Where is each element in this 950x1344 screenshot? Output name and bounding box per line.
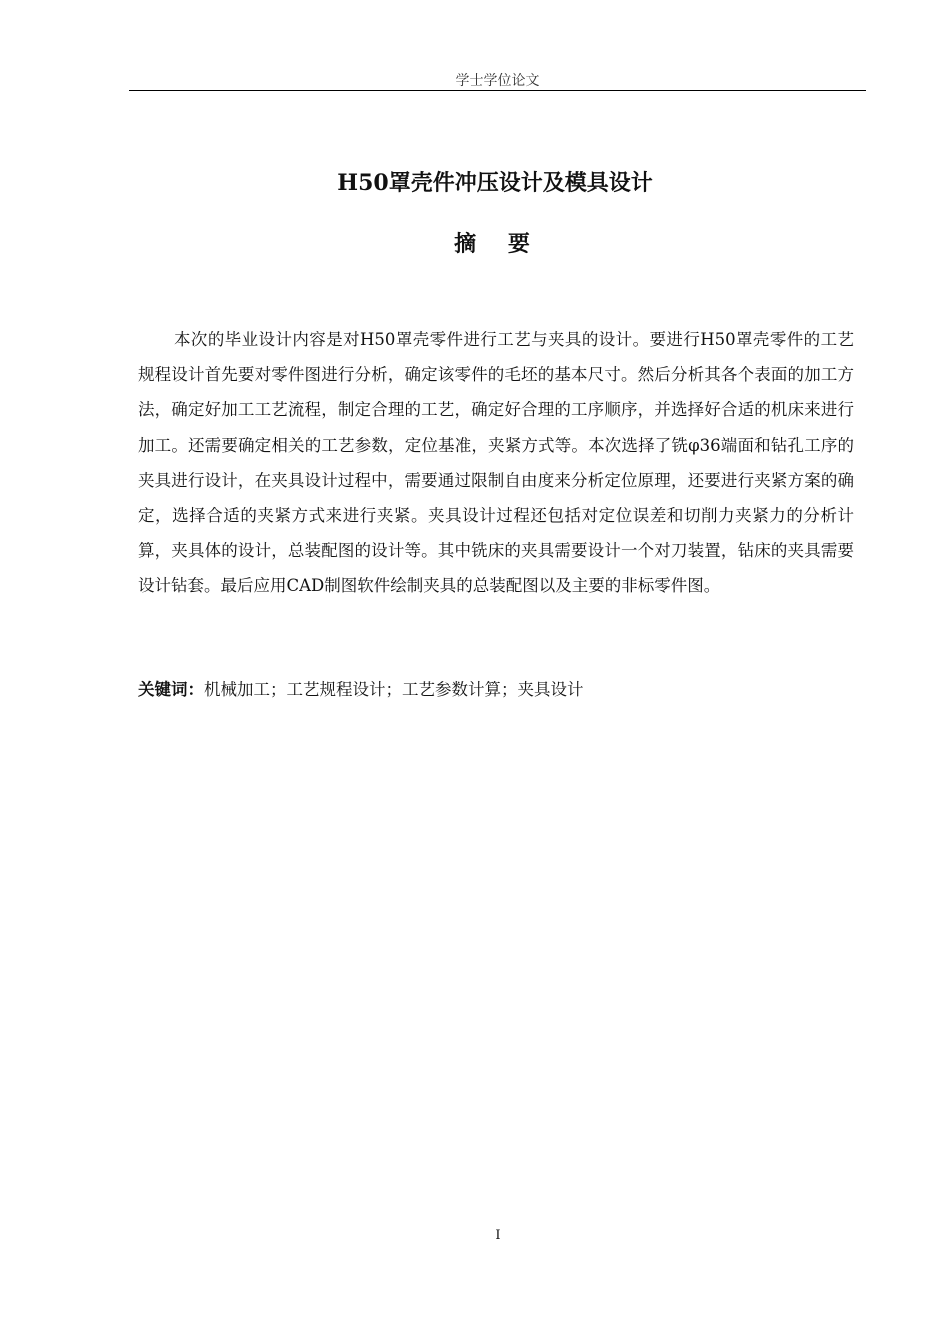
document-title: H50罩壳件冲压设计及模具设计	[337, 170, 653, 196]
running-header: 学士学位论文	[455, 73, 540, 89]
keywords-line	[138, 676, 854, 704]
page-number: I	[495, 1228, 501, 1243]
abstract-heading: 摘 要	[454, 231, 542, 257]
header-rule	[129, 90, 866, 91]
keywords-label: 关键词：	[138, 680, 204, 699]
keywords-value: 机械加工；工艺规程设计；工艺参数计算；夹具设计	[204, 680, 584, 699]
abstract-body: 本次的毕业设计内容是对H50罩壳零件进行工艺与夹具的设计。要进行H50罩壳零件的工艺规程设计首先要对零件图进行分析，确定该零件的毛坯的基本尺寸。然后分析其各个表面的加工方法，确定好加工工艺流程，制定合理的工艺，确定好合理的工序顺序，并选择好合适的机床来进行加工。还需要确定相关的工艺参数，定位基准，夹紧方式等。本次选择了铣φ36端面和钻孔工序的夹具进行设计，在夹具设计过程中，需要通过限制自由度来分析定位原理，还要进行夹紧方案的确定，选择合适的夹紧方式来进行夹紧。夹具设计过程还包括对定位误差和切削力夹紧力的分析计算，夹具体的设计，总装配图的设计等。其中铣床的夹具需要设计一个对刀装置，钻床的夹具需要设计钻套。最后应用CAD制图软件绘制夹具的总装配图以及主要的非标零件图。	[138, 330, 854, 596]
